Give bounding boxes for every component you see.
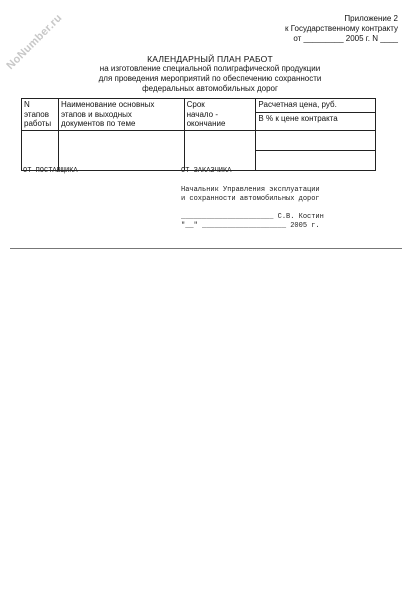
customer-label: ОТ ЗАКАЗЧИКА xyxy=(181,167,232,175)
cell-empty xyxy=(256,150,376,170)
divider xyxy=(10,248,402,249)
supplier-label: ОТ ПОСТАВЩИКА xyxy=(23,167,78,175)
appendix-header xyxy=(285,14,398,44)
title-main: КАЛЕНДАРНЫЙ ПЛАН РАБОТ xyxy=(147,54,273,64)
watermark: NoNumber.ru xyxy=(4,11,65,73)
calendar-plan-table xyxy=(21,98,376,171)
appendix-line-1: Приложение 2 xyxy=(344,14,398,23)
header-price-percent: В % к цене контракта xyxy=(256,112,376,130)
header-stage-number: N этапов работы xyxy=(22,99,59,131)
cell-empty xyxy=(256,130,376,150)
signatory-position-1: Начальник Управления эксплуатации xyxy=(181,186,320,194)
header-price: Расчетная цена, руб. xyxy=(256,99,376,113)
header-stage-name: Наименование основных этапов и выходных документов по теме xyxy=(58,99,184,131)
signature-name-line: ______________________ С.В. Костин xyxy=(181,213,324,221)
appendix-line-3: от _________ 2005 г. N ____ xyxy=(293,34,398,43)
appendix-line-2: к Государственному контракту xyxy=(284,24,398,33)
title-line-2: для проведения мероприятий по обеспечению сохранности xyxy=(98,74,322,83)
signatory-position-2: и сохранности автомобильных дорог xyxy=(181,195,320,203)
header-deadline: Срок начало - окончание xyxy=(184,99,256,131)
title-line-1: на изготовление специальной полиграфической продукции xyxy=(99,64,321,73)
signature-date-line: "__" ____________________ 2005 г. xyxy=(181,222,320,230)
cell-empty xyxy=(22,130,59,170)
cell-empty xyxy=(58,130,184,170)
document-title xyxy=(0,54,420,94)
cell-empty xyxy=(184,130,256,170)
title-line-3: федеральных автомобильных дорог xyxy=(142,84,278,93)
